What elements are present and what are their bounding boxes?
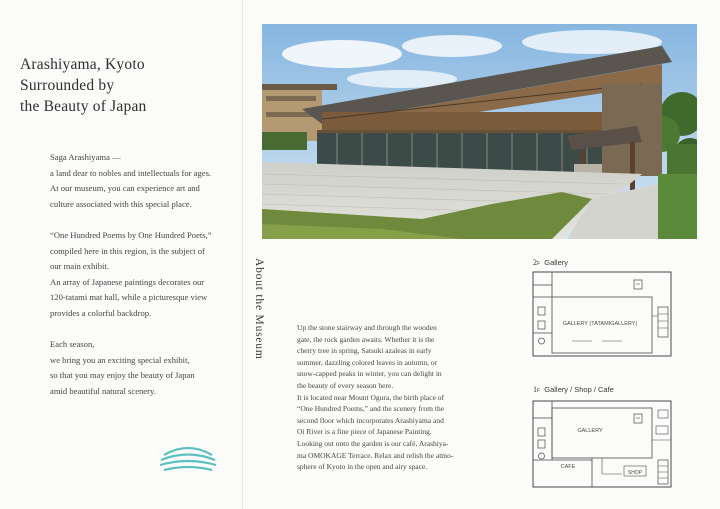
description-line: summer, dazzling colored leaves in autumn, or: [297, 357, 438, 367]
description-line: “One Hundred Poems,” and the scenery from the: [297, 404, 445, 414]
intro-line: our main exhibit.: [50, 261, 109, 272]
intro-text: [50, 150, 240, 400]
description-line: It is located near Mount Ogura, the birth place of: [297, 392, 445, 402]
description-line: the beauty of every season here.: [297, 380, 394, 390]
intro-line: Each season,: [50, 339, 95, 350]
museum-description: [297, 322, 465, 473]
intro-line: amid beautiful natural scenery.: [50, 385, 156, 396]
title-line-3: the Beauty of Japan: [20, 98, 147, 115]
title-line-2: Surrounded by: [20, 77, 115, 94]
description-line: sphere of Kyoto in the open and airy space.: [297, 462, 428, 472]
museum-photo: [262, 24, 697, 239]
floor-1-shop-label: SHOP: [627, 470, 643, 476]
floor-2-room-label: GALLERY (TATAMIGALLERY): [562, 321, 638, 327]
intro-paragraph-3: [50, 337, 240, 399]
intro-line: “One Hundred Poems by One Hundred Poets,”: [50, 229, 212, 240]
intro-paragraph-2: [50, 228, 240, 322]
description-line: gate, the rock garden awaits. Whether it is the: [297, 334, 435, 344]
floor-2-plan: [532, 271, 674, 359]
description-line: second floor which incorporates Arashiyama and: [297, 415, 444, 425]
description-line: ma OMOKAGE Terrace. Relax and relish the atmo-: [297, 450, 454, 460]
description-line: Looking out onto the garden is our café, Arashiya-: [297, 438, 449, 448]
description-line: Oi River is a fine piece of Japanese Painting.: [297, 427, 432, 437]
intro-line: so that you may enjoy the beauty of Japan: [50, 370, 195, 381]
intro-line: culture associated with this special place.: [50, 198, 192, 209]
floor-1-gallery-label: GALLERY: [577, 428, 603, 434]
page-title: [20, 54, 146, 117]
intro-line: we bring you an exciting special exhibit,: [50, 354, 190, 365]
description-line: snow-capped peaks in winter, you can delight in: [297, 369, 442, 379]
intro-paragraph-1: [50, 150, 240, 212]
floor-1-name: Gallery / Shop / Cafe: [544, 385, 614, 394]
intro-line: a land dear to nobles and intellectuals for ages.: [50, 167, 212, 178]
section-title: About the Museum: [253, 258, 265, 360]
intro-line: At our museum, you can experience art and: [50, 183, 200, 194]
intro-line: 120-tatami mat hall, while a picturesque view: [50, 292, 208, 303]
intro-line: provides a colorful backdrop.: [50, 307, 152, 318]
intro-line: Saga Arashiyama —: [50, 152, 121, 162]
floor-1-plan: [532, 400, 674, 490]
floor-1-cafe-label: CAFE: [560, 464, 576, 470]
floor-1-suffix: F: [537, 388, 541, 394]
floor-2-number: 2: [533, 258, 537, 267]
floor-2-label: [533, 258, 568, 267]
museum-logo: [158, 443, 218, 473]
intro-line: An array of Japanese paintings decorates our: [50, 276, 205, 287]
floor-2-suffix: F: [537, 261, 541, 267]
fold-line: [242, 0, 243, 509]
floor-1-label: [533, 385, 614, 394]
description-line: cherry tree in spring, Satsuki azaleas in early: [297, 346, 432, 356]
title-line-1: Arashiyama, Kyoto: [20, 56, 145, 73]
intro-line: compiled here in this region, is the subject of: [50, 245, 205, 256]
description-line: Up the stone stairway and through the wooden: [297, 323, 437, 332]
floor-2-name: Gallery: [544, 258, 568, 267]
floor-1-number: 1: [533, 385, 537, 394]
